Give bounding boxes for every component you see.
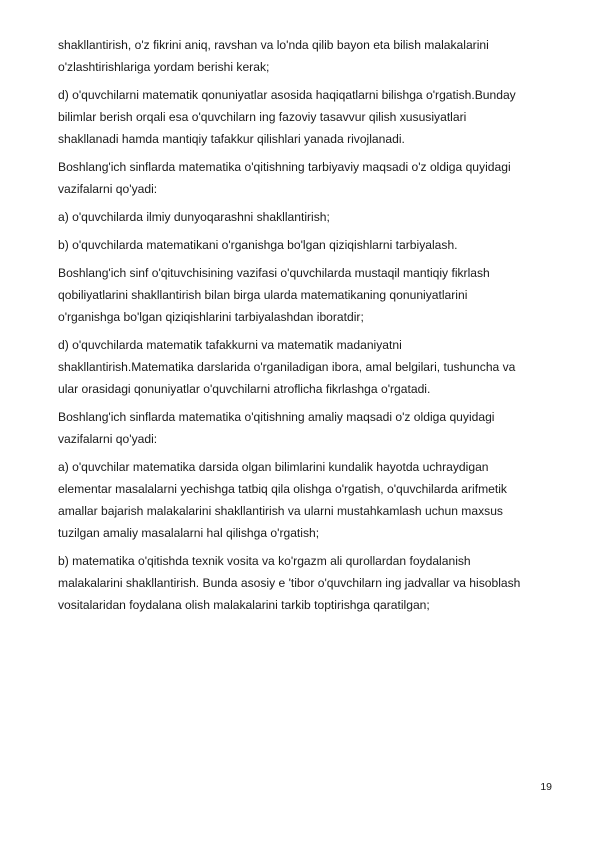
- paragraph: [58, 456, 558, 544]
- text-line: Boshlang'ich sinf o'qituvchisining vazifasi o'quvchilarda mustaqil mantiqiy fikrlash: [58, 266, 490, 280]
- page-body: [58, 34, 558, 616]
- text-line: Boshlang'ich sinflarda matematika o'qitishning tarbiyaviy maqsadi o'z oldiga quyidagi: [58, 160, 511, 174]
- text-line: shakllantirish.Matematika darslarida o'rganiladigan ibora, amal belgilari, tushuncha va: [58, 360, 516, 374]
- paragraph: [58, 206, 558, 228]
- text-line: shakllantirish, o'z fikrini aniq, ravshan va lo'nda qilib bayon eta bilish malakalarini: [58, 38, 489, 52]
- text-line: bilimlar berish orqali esa o'quvchilarn ing fazoviy tasavvur qilish xususiyatlari: [58, 110, 467, 124]
- text-line: shakllanadi hamda mantiqiy tafakkur qilishlari yanada rivojlanadi.: [58, 132, 405, 146]
- text-line: d) o'quvchilarni matematik qonuniyatlar asosida haqiqatlarni bilishga o'rgatish.Bunday: [58, 88, 516, 102]
- paragraph: [58, 34, 558, 78]
- text-line: o'rganishga bo'lgan qiziqishlarini tarbiyalashdan iboratdir;: [58, 310, 364, 324]
- text-line: Boshlang'ich sinflarda matematika o'qitishning amaliy maqsadi o'z oldiga quyidagi: [58, 410, 495, 424]
- text-line: o'zlashtirishlariga yordam berishi kerak;: [58, 60, 270, 74]
- text-line: vazifalarni qo'yadi:: [58, 432, 158, 446]
- text-line: a) o'quvchilarda ilmiy dunyoqarashni shakllantirish;: [58, 210, 330, 224]
- page-number: 19: [540, 781, 552, 793]
- paragraph: [58, 262, 558, 328]
- text-line: ular orasidagi qonuniyatlar o'quvchilarni atroflicha fikrlashga o'rgatadi.: [58, 382, 431, 396]
- text-line: elementar masalalarni yechishga tatbiq qila olishga o'rgatish, o'quvchilarda arifmetik: [58, 482, 507, 496]
- paragraph: [58, 550, 558, 616]
- paragraph: [58, 406, 558, 450]
- text-line: tuzilgan amaliy masalalarni hal qilishga o'rgatish;: [58, 526, 320, 540]
- text-line: b) matematika o'qitishda texnik vosita va ko'rgazm ali qurollardan foydalanish: [58, 554, 471, 568]
- text-line: a) o'quvchilar matematika darsida olgan bilimlarini kundalik hayotda uchraydigan: [58, 460, 489, 474]
- text-line: vositalaridan foydalana olish malakalarini tarkib toptirishga qaratilgan;: [58, 598, 430, 612]
- paragraph: [58, 334, 558, 400]
- text-line: amallar bajarish malakalarini shakllantirish va ularni mustahkamlash uchun maxsus: [58, 504, 503, 518]
- paragraph: [58, 234, 558, 256]
- text-line: b) o'quvchilarda matematikani o'rganishga bo'lgan qiziqishlarni tarbiyalash.: [58, 238, 458, 252]
- text-line: malakalarini shakllantirish. Bunda asosiy e 'tibor o'quvchilarn ing jadvallar va hisoblash: [58, 576, 521, 590]
- text-line: qobiliyatlarini shakllantirish bilan birga ularda matematikaning qonuniyatlarini: [58, 288, 468, 302]
- paragraph: [58, 156, 558, 200]
- text-line: vazifalarni qo'yadi:: [58, 182, 158, 196]
- paragraph: [58, 84, 558, 150]
- text-line: d) o'quvchilarda matematik tafakkurni va matematik madaniyatni: [58, 338, 402, 352]
